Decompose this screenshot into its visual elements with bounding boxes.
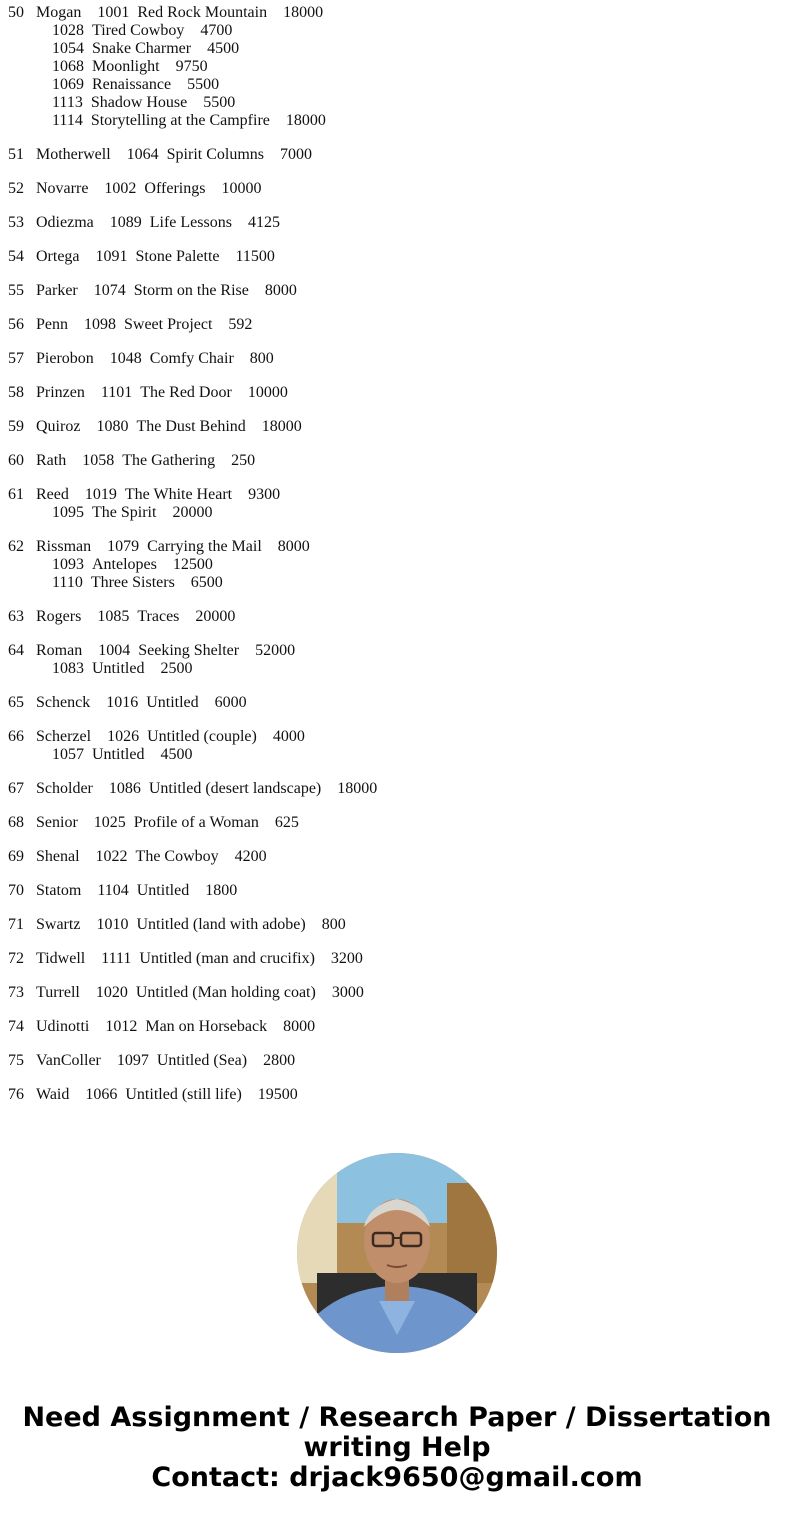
artist-name: Odiezma [36, 214, 94, 231]
artist-entry [8, 214, 768, 232]
artwork-price: 8000 [264, 282, 297, 299]
artwork-id: 1104 [97, 882, 129, 899]
artwork-title: Untitled (still life) [125, 1086, 242, 1103]
artwork-title: Carrying the Mail [147, 538, 262, 555]
artwork-id: 1086 [108, 780, 141, 797]
artwork-price: 20000 [195, 608, 236, 625]
artwork-price: 18000 [285, 112, 326, 129]
artwork-row [8, 504, 768, 522]
artwork-price: 4500 [160, 746, 193, 763]
artist-name: Turrell [36, 984, 80, 1001]
artist-entry [8, 418, 768, 436]
artwork-id: 1095 [52, 504, 84, 521]
artwork-row [8, 728, 768, 746]
artwork-id: 1113 [52, 94, 83, 111]
artwork-id: 1012 [105, 1018, 138, 1035]
artwork-price: 4700 [200, 22, 233, 39]
artwork-title: Untitled (Man holding coat) [135, 984, 316, 1001]
artwork-price: 18000 [337, 780, 378, 797]
artist-name: Rath [36, 452, 67, 469]
artwork-row [8, 282, 768, 300]
artwork-id: 1066 [85, 1086, 118, 1103]
artist-entry [8, 848, 768, 866]
artwork-id: 1054 [52, 40, 84, 57]
artwork-price: 250 [231, 452, 256, 469]
artwork-price: 5500 [187, 76, 220, 93]
artist-name: Waid [36, 1086, 70, 1103]
artwork-price: 20000 [172, 504, 213, 521]
entry-number: 52 [8, 180, 24, 197]
artwork-price: 18000 [283, 4, 324, 21]
artwork-row [8, 384, 768, 402]
entry-number: 70 [8, 882, 24, 899]
entry-number: 73 [8, 984, 24, 1001]
artwork-price: 625 [274, 814, 299, 831]
artwork-title: The White Heart [124, 486, 233, 503]
artwork-row [8, 1018, 768, 1036]
artist-entry [8, 642, 768, 678]
artwork-id: 1114 [52, 112, 83, 129]
artwork-title: Storytelling at the Campfire [90, 112, 270, 129]
footer-line-1: Need Assignment / Research Paper / Dissertation [22, 1402, 772, 1433]
artwork-id: 1080 [96, 418, 129, 435]
artwork-price: 9300 [248, 486, 281, 503]
artist-name: Schenck [36, 694, 91, 711]
artwork-id: 1089 [109, 214, 142, 231]
artwork-price: 4500 [207, 40, 240, 57]
artist-entry [8, 1018, 768, 1036]
artist-name: Ortega [36, 248, 80, 265]
artwork-title: Profile of a Woman [133, 814, 259, 831]
artwork-title: Tired Cowboy [92, 22, 185, 39]
artwork-row [8, 848, 768, 866]
artwork-title: Untitled (couple) [147, 728, 257, 745]
artist-name: Mogan [36, 4, 82, 21]
artwork-title: Seeking Shelter [138, 642, 240, 659]
artwork-id: 1097 [116, 1052, 149, 1069]
artist-entry [8, 384, 768, 402]
artwork-id: 1079 [107, 538, 140, 555]
artwork-price: 11500 [235, 248, 275, 265]
artwork-id: 1098 [84, 316, 116, 333]
artist-entry [8, 538, 768, 592]
entry-number: 51 [8, 146, 24, 163]
artwork-title: Renaissance [92, 76, 172, 93]
artwork-price: 3200 [330, 950, 363, 967]
artwork-id: 1068 [52, 58, 84, 75]
artwork-listing [8, 4, 768, 1120]
artwork-row [8, 94, 768, 112]
artwork-title: Comfy Chair [149, 350, 234, 367]
artwork-title: The Dust Behind [136, 418, 246, 435]
entry-number: 75 [8, 1052, 24, 1069]
artwork-price: 800 [249, 350, 274, 367]
artist-name: Quiroz [36, 418, 81, 435]
artwork-title: Antelopes [92, 556, 157, 573]
artwork-row [8, 146, 768, 164]
artist-name: Penn [36, 316, 68, 333]
artwork-row [8, 350, 768, 368]
artwork-price: 4000 [272, 728, 305, 745]
artwork-price: 8000 [277, 538, 310, 555]
artwork-price: 9750 [175, 58, 208, 75]
artwork-price: 12500 [172, 556, 213, 573]
avatar-portrait-image [297, 1153, 497, 1353]
artwork-price: 1800 [205, 882, 238, 899]
artwork-row [8, 76, 768, 94]
artwork-row [8, 746, 768, 764]
entry-number: 61 [8, 486, 24, 503]
artwork-id: 1022 [95, 848, 128, 865]
artist-name: Rissman [36, 538, 92, 555]
artwork-title: Red Rock Mountain [137, 4, 268, 21]
artwork-title: Sweet Project [124, 316, 213, 333]
entry-number: 66 [8, 728, 24, 745]
artist-name: Roman [36, 642, 83, 659]
entry-number: 50 [8, 4, 24, 21]
artwork-id: 1064 [126, 146, 159, 163]
artist-name: Udinotti [36, 1018, 90, 1035]
artist-name: Parker [36, 282, 78, 299]
artwork-row [8, 1052, 768, 1070]
artwork-price: 4200 [234, 848, 267, 865]
artwork-row [8, 814, 768, 832]
author-photo [297, 1153, 497, 1353]
artist-entry [8, 282, 768, 300]
artwork-title: The Gathering [122, 452, 216, 469]
artwork-id: 1026 [107, 728, 140, 745]
artist-name: Statom [36, 882, 82, 899]
entry-number: 76 [8, 1086, 24, 1103]
entry-number: 74 [8, 1018, 24, 1035]
entry-number: 55 [8, 282, 24, 299]
artwork-price: 18000 [261, 418, 302, 435]
artwork-row [8, 556, 768, 574]
artist-entry [8, 180, 768, 198]
artist-entry [8, 452, 768, 470]
artwork-id: 1101 [100, 384, 133, 401]
artist-entry [8, 350, 768, 368]
artwork-price: 592 [228, 316, 253, 333]
artwork-id: 1025 [93, 814, 126, 831]
artwork-row [8, 214, 768, 232]
artwork-title: Moonlight [92, 58, 160, 75]
artwork-id: 1091 [95, 248, 128, 265]
artwork-id: 1058 [82, 452, 115, 469]
entry-number: 68 [8, 814, 24, 831]
artwork-row [8, 58, 768, 76]
artist-entry [8, 916, 768, 934]
entry-number: 67 [8, 780, 24, 797]
artwork-price: 8000 [283, 1018, 316, 1035]
entry-number: 53 [8, 214, 24, 231]
artwork-row [8, 418, 768, 436]
artwork-price: 10000 [221, 180, 262, 197]
artwork-title: Untitled [92, 660, 145, 677]
artwork-id: 1111 [101, 950, 132, 967]
artwork-row [8, 660, 768, 678]
artwork-price: 3000 [331, 984, 364, 1001]
entry-number: 60 [8, 452, 24, 469]
entry-number: 65 [8, 694, 24, 711]
artwork-price: 2500 [160, 660, 193, 677]
artwork-title: Untitled (desert landscape) [148, 780, 322, 797]
artwork-title: Untitled [136, 882, 190, 899]
artwork-id: 1010 [96, 916, 129, 933]
entry-number: 63 [8, 608, 24, 625]
artwork-price: 52000 [255, 642, 296, 659]
artist-entry [8, 950, 768, 968]
entry-number: 71 [8, 916, 24, 933]
artist-name: Motherwell [36, 146, 111, 163]
artwork-row [8, 248, 768, 266]
artwork-id: 1016 [106, 694, 139, 711]
artist-name: Shenal [36, 848, 80, 865]
artwork-row [8, 950, 768, 968]
entry-number: 72 [8, 950, 24, 967]
artwork-row [8, 486, 768, 504]
artwork-id: 1004 [98, 642, 131, 659]
artwork-title: Snake Charmer [92, 40, 192, 57]
entry-number: 57 [8, 350, 24, 367]
artist-entry [8, 780, 768, 798]
entry-number: 58 [8, 384, 24, 401]
artist-entry [8, 694, 768, 712]
artwork-row [8, 112, 768, 130]
artwork-row [8, 642, 768, 660]
entry-number: 64 [8, 642, 24, 659]
artwork-row [8, 452, 768, 470]
artwork-title: Shadow House [90, 94, 188, 111]
artwork-title: Stone Palette [135, 248, 220, 265]
artwork-id: 1069 [52, 76, 84, 93]
artwork-row [8, 538, 768, 556]
artwork-row [8, 4, 768, 22]
footer-line-3: Contact: drjack9650@gmail.com [151, 1462, 643, 1493]
artist-name: Prinzen [36, 384, 85, 401]
artwork-row [8, 574, 768, 592]
artwork-row [8, 40, 768, 58]
artwork-price: 5500 [203, 94, 236, 111]
artwork-title: The Red Door [140, 384, 232, 401]
artwork-id: 1085 [97, 608, 130, 625]
artwork-title: Untitled (land with adobe) [136, 916, 306, 933]
artist-name: Reed [36, 486, 69, 503]
artwork-id: 1110 [52, 574, 83, 591]
artist-entry [8, 814, 768, 832]
artwork-title: Three Sisters [90, 574, 175, 591]
entry-number: 59 [8, 418, 24, 435]
artist-entry [8, 608, 768, 626]
artwork-title: Spirit Columns [166, 146, 265, 163]
contact-footer [0, 1403, 794, 1493]
artwork-id: 1057 [52, 746, 84, 763]
artist-name: Tidwell [36, 950, 86, 967]
artist-name: Senior [36, 814, 78, 831]
artwork-price: 800 [321, 916, 346, 933]
artwork-title: The Spirit [92, 504, 157, 521]
artist-name: Scherzel [36, 728, 92, 745]
artwork-price: 4125 [247, 214, 280, 231]
footer-line-2: writing Help [303, 1432, 491, 1463]
artist-entry [8, 486, 768, 522]
entry-number: 69 [8, 848, 24, 865]
artist-name: Novarre [36, 180, 89, 197]
artwork-id: 1019 [84, 486, 117, 503]
artwork-id: 1093 [52, 556, 84, 573]
artwork-row [8, 1086, 768, 1104]
artwork-title: Man on Horseback [145, 1018, 268, 1035]
artwork-price: 6000 [214, 694, 247, 711]
artwork-id: 1048 [109, 350, 142, 367]
artist-name: Pierobon [36, 350, 94, 367]
artwork-title: Untitled [146, 694, 199, 711]
artist-entry [8, 146, 768, 164]
artist-entry [8, 984, 768, 1002]
artwork-price: 2800 [263, 1052, 296, 1069]
artist-entry [8, 1052, 768, 1070]
artwork-row [8, 984, 768, 1002]
artwork-title: Untitled [92, 746, 145, 763]
entry-number: 54 [8, 248, 24, 265]
artwork-row [8, 180, 768, 198]
artwork-row [8, 780, 768, 798]
artwork-title: Offerings [144, 180, 206, 197]
artwork-price: 19500 [257, 1086, 298, 1103]
artwork-row [8, 694, 768, 712]
artwork-price: 10000 [247, 384, 288, 401]
artwork-row [8, 916, 768, 934]
artwork-id: 1028 [52, 22, 84, 39]
artist-name: VanColler [36, 1052, 101, 1069]
artwork-title: The Cowboy [135, 848, 219, 865]
artwork-id: 1001 [97, 4, 130, 21]
artwork-price: 6500 [190, 574, 223, 591]
artwork-row [8, 882, 768, 900]
artwork-id: 1020 [95, 984, 128, 1001]
artist-entry [8, 316, 768, 334]
artist-entry [8, 248, 768, 266]
artwork-title: Traces [137, 608, 180, 625]
artist-entry [8, 728, 768, 764]
artwork-title: Life Lessons [149, 214, 232, 231]
artist-entry [8, 1086, 768, 1104]
artwork-row [8, 608, 768, 626]
artist-entry [8, 4, 768, 130]
artist-name: Scholder [36, 780, 93, 797]
artist-name: Swartz [36, 916, 81, 933]
artwork-title: Untitled (Sea) [156, 1052, 248, 1069]
artwork-price: 7000 [280, 146, 313, 163]
artwork-title: Untitled (man and crucifix) [139, 950, 315, 967]
artist-entry [8, 882, 768, 900]
artwork-row [8, 316, 768, 334]
entry-number: 62 [8, 538, 24, 555]
artwork-row [8, 22, 768, 40]
artwork-id: 1002 [104, 180, 137, 197]
artist-name: Rogers [36, 608, 82, 625]
artwork-id: 1083 [52, 660, 84, 677]
artwork-title: Storm on the Rise [133, 282, 249, 299]
artwork-id: 1074 [93, 282, 126, 299]
entry-number: 56 [8, 316, 24, 333]
